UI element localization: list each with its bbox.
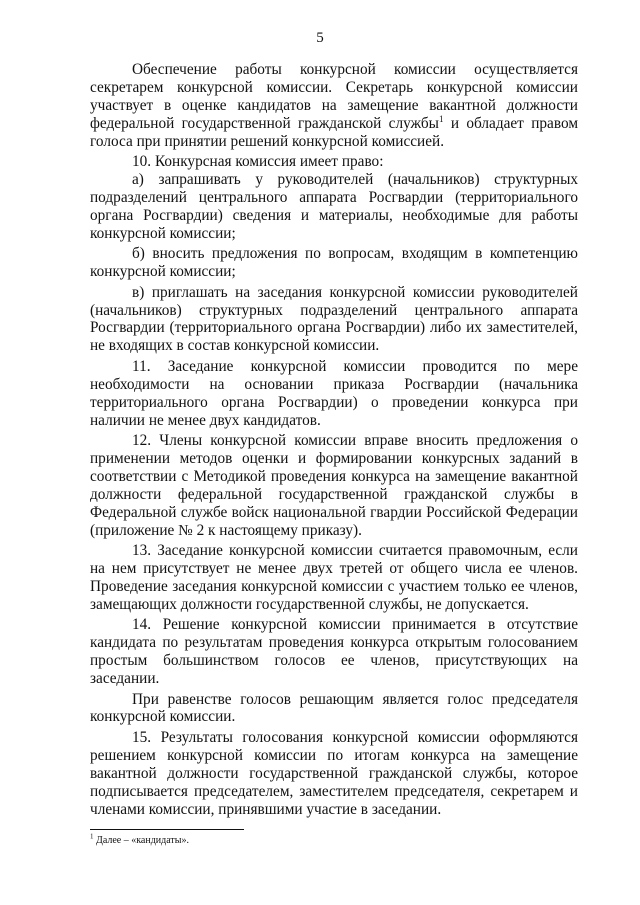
paragraph-clause-14: 14. Решение конкурсной комиссии принимается в отсутствие кандидата по результатам проведения конкурса открытым голосованием простым большинством голосов ее членов, присутствующих на заседании.: [90, 616, 578, 688]
paragraph-tie-vote: При равенстве голосов решающим является голос председателя конкурсной комиссии.: [90, 690, 578, 726]
body-text: [90, 61, 578, 821]
paragraph-clause-15: 15. Результаты голосования конкурсной комиссии оформляются решением конкурсной комиссии по итогам конкурса на замещение вакантной должности государственной гражданской службы, которое подписывается председателем, заместителем председателя, секретарем и членами комиссии, принявшими участие в заседании.: [90, 728, 578, 818]
paragraph-text: Обеспечение работы конкурсной комиссии осуществляется секретарем конкурсной комиссии. Секретарь конкурсной комиссии участвует в оценке кандидатов на замещение вакантной должности федеральной государственной гражданской службы: [90, 61, 578, 132]
footnote: [90, 832, 190, 847]
paragraph-clause-10a: а) запрашивать у руководителей (начальников) структурных подразделений центрального аппарата Росгвардии (территориального органа Росгвардии) сведения и материалы, необходимые для работы конкурсной комиссии;: [90, 171, 578, 242]
footnote-reference: 1: [438, 113, 444, 124]
footnote-text: Далее – «кандидаты».: [93, 835, 190, 846]
paragraph-secretary: [90, 61, 578, 151]
paragraph-text-continued: и обладает правом голоса при принятии решений конкурсной комиссией.: [90, 114, 578, 150]
paragraph-clause-13: 13. Заседание конкурсной комиссии считается правомочным, если на нем присутствует не менее двух третей от общего числа ее членов. Проведение заседания конкурсной комиссии с участием только ее членов, замещающих должности государственной службы, не допускается.: [90, 542, 578, 613]
paragraph-clause-10b: б) вносить предложения по вопросам, входящим в компетенцию конкурсной комиссии;: [90, 245, 578, 281]
paragraph-clause-12: 12. Члены конкурсной комиссии вправе вносить предложения о применении методов оценки и формировании конкурсных заданий в соответствии с Методикой проведения конкурса на замещение вакантной должности федеральной государственной гражданской службы в Федеральной службе войск национальной гвардии Российской Федерации (приложение № 2 к настоящему приказу).: [90, 432, 578, 539]
paragraph-clause-10c: в) приглашать на заседания конкурсной комиссии руководителей (начальников) структурных подразделений центрального аппарата Росгвардии (территориального органа Росгвардии) либо их заместителей, не входящих в состав конкурсной комиссии.: [90, 283, 578, 355]
page-number: 5: [316, 30, 324, 46]
footnote-divider: [90, 829, 244, 830]
paragraph-clause-11: 11. Заседание конкурсной комиссии проводится по мере необходимости на основании приказа Росгвардии (начальника территориального органа Росгвардии) о проведении конкурса при наличии не менее двух кандидатов.: [90, 357, 578, 429]
paragraph-clause-10: 10. Конкурсная комиссия имеет право:: [132, 153, 384, 171]
footnote-mark: 1: [90, 832, 94, 841]
